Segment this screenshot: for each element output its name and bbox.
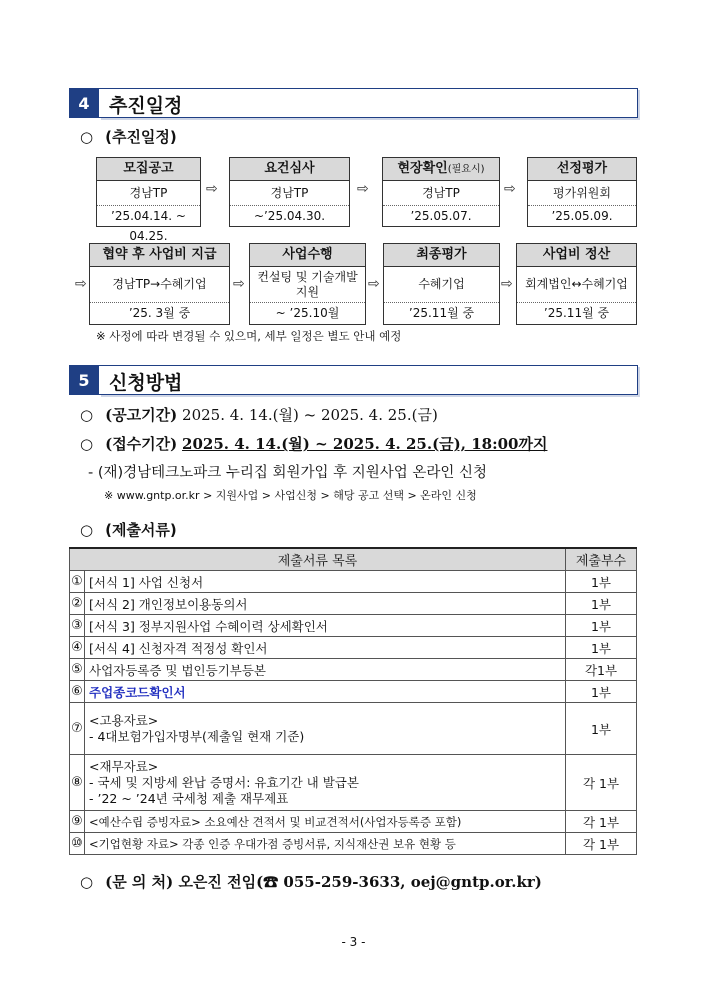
stage-settlement: [516, 243, 637, 325]
receipt-value: 2025. 4. 14.(월) ~ 2025. 4. 25.(금), 18:00까지: [182, 435, 548, 453]
row-doc: [서식 2] 개인정보이용동의서: [85, 593, 566, 615]
announce-value: 2025. 4. 14.(월) ~ 2025. 4. 25.(금): [182, 406, 438, 424]
stage-date: ~’25.04.30.: [253, 209, 326, 223]
documents-table: [69, 547, 637, 855]
arrow-right-icon: ⇨: [233, 276, 245, 292]
row-doc: [85, 703, 566, 755]
row-doc: [서식 1] 사업 신청서: [85, 571, 566, 593]
table-row: [70, 703, 637, 755]
table-row: [70, 593, 637, 615]
arrow-right-icon: ⇨: [206, 181, 218, 197]
section-number: 4: [69, 88, 99, 118]
arrow-right-icon: ⇨: [357, 181, 369, 197]
stage-title: 모집공고: [97, 158, 200, 181]
row-doc: [서식 4] 신청자격 적정성 확인서: [85, 637, 566, 659]
stage-body: 경남TP→수혜기업: [90, 267, 229, 303]
row-number: ⑩: [70, 833, 85, 855]
stage-title: 최종평가: [384, 244, 499, 267]
row-number: ⑤: [70, 659, 85, 681]
column-header-count: 제출부수: [566, 548, 637, 571]
stage-final-evaluation: [383, 243, 500, 325]
stage-title: 요건심사: [230, 158, 349, 181]
bullet-circle-icon: ○: [80, 521, 94, 539]
row-count: 1부: [566, 637, 637, 659]
schedule-bullet: [80, 126, 177, 147]
row-count: 1부: [566, 593, 637, 615]
contact-info: [80, 871, 542, 892]
row-number: ⑧: [70, 755, 85, 811]
row-count: 1부: [566, 615, 637, 637]
announce-period: [80, 404, 438, 425]
row-number: ③: [70, 615, 85, 637]
table-row: [70, 615, 637, 637]
row-count: 각 1부: [566, 755, 637, 811]
row-doc: <기업현황 자료> 각종 인증 우대가점 증빙서류, 지식재산권 보유 현황 등: [85, 833, 566, 855]
stage-title: 사업비 정산: [517, 244, 636, 267]
receipt-label: (접수기간): [105, 435, 178, 453]
row-number: ④: [70, 637, 85, 659]
stage-date: ’25.05.09.: [551, 209, 613, 223]
contact-label: (문 의 처): [105, 873, 174, 891]
stage-site-visit: [382, 157, 500, 227]
bullet-circle-icon: ○: [80, 435, 94, 453]
stage-agreement: [89, 243, 230, 325]
section-header: [99, 88, 638, 118]
stage-title-text: 현장확인: [397, 161, 448, 176]
doc-line: - 국세 및 지방세 완납 증명서: 유효기간 내 발급본: [89, 774, 359, 790]
apply-path: ※ www.gntp.or.kr > 지원사업 > 사업신청 > 해당 공고 선택 > 온라인 신청: [104, 489, 477, 502]
row-count: 1부: [566, 703, 637, 755]
stage-body: 컨설팅 및 기술개발 지원: [250, 267, 365, 303]
arrow-right-icon: ⇨: [75, 276, 87, 292]
docs-bullet: [80, 519, 177, 540]
stage-body: 회계법인↔수혜기업: [517, 267, 636, 303]
table-header-row: [70, 548, 637, 571]
row-number: ⑥: [70, 681, 85, 703]
row-count: 1부: [566, 681, 637, 703]
section-title: 추진일정: [109, 95, 183, 117]
row-count: 1부: [566, 571, 637, 593]
row-doc-highlighted: 주업종코드확인서: [85, 681, 566, 703]
bullet-circle-icon: ○: [80, 406, 94, 424]
stage-title: 사업수행: [250, 244, 365, 267]
row-number: ⑦: [70, 703, 85, 755]
row-doc: <예산수립 증빙자료> 소요예산 견적서 및 비교견적서(사업자등록증 포함): [85, 811, 566, 833]
stage-title: 협약 후 사업비 지급: [90, 244, 229, 267]
row-doc: [서식 3] 정부지원사업 수혜이력 상세확인서: [85, 615, 566, 637]
section-number: 5: [69, 365, 99, 395]
stage-review: [229, 157, 350, 227]
stage-evaluation: [527, 157, 637, 227]
contact-value: 오은진 전임(☎ 055-259-3633, oej@gntp.or.kr): [178, 873, 542, 891]
table-row: [70, 833, 637, 855]
stage-date: ’25. 3월 중: [128, 306, 191, 320]
row-number: ⑨: [70, 811, 85, 833]
schedule-label: (추진일정): [105, 128, 177, 146]
stage-date: ’25.11월 중: [408, 306, 475, 320]
stage-body: 경남TP: [383, 181, 499, 206]
apply-instructions: - (재)경남테크노파크 누리집 회원가입 후 지원사업 온라인 신청: [88, 465, 487, 481]
section-title: 신청방법: [109, 372, 183, 394]
row-count: 각 1부: [566, 833, 637, 855]
column-header-docs: 제출서류 목록: [70, 548, 566, 571]
arrow-right-icon: ⇨: [368, 276, 380, 292]
stage-body: 평가위원회: [528, 181, 636, 206]
row-count: 각 1부: [566, 811, 637, 833]
stage-date: ’25.11월 중: [543, 306, 610, 320]
table-row: [70, 571, 637, 593]
table-row: [70, 659, 637, 681]
table-row: [70, 755, 637, 811]
page-number: - 3 -: [341, 935, 366, 949]
stage-title: 선정평가: [528, 158, 636, 181]
stage-body: 경남TP: [230, 181, 349, 206]
doc-line: - ’22 ~ ’24년 국세청 제출 재무제표: [89, 790, 289, 806]
bullet-circle-icon: ○: [80, 873, 94, 891]
stage-execution: [249, 243, 366, 325]
stage-body: 경남TP: [97, 181, 200, 206]
stage-date: ~ ’25.10월: [275, 306, 340, 320]
stage-title: [383, 158, 499, 181]
stage-date: ’25.04.14. ~ 04.25.: [111, 209, 186, 243]
receipt-period: [80, 433, 547, 454]
doc-line: <재무자료>: [89, 758, 159, 774]
doc-line: <고용자료>: [89, 712, 159, 728]
row-count: 각1부: [566, 659, 637, 681]
table-row: [70, 811, 637, 833]
row-doc: 사업자등록증 및 법인등기부등본: [85, 659, 566, 681]
bullet-circle-icon: ○: [80, 128, 94, 146]
stage-body: 수혜기업: [384, 267, 499, 303]
arrow-right-icon: ⇨: [501, 276, 513, 292]
row-doc: [85, 755, 566, 811]
docs-label: (제출서류): [105, 521, 177, 539]
table-row: [70, 637, 637, 659]
table-row: [70, 681, 637, 703]
stage-recruit: [96, 157, 201, 243]
row-number: ①: [70, 571, 85, 593]
doc-line: - 4대보험가입자명부(제출일 현재 기준): [89, 728, 305, 744]
section-header: [99, 365, 638, 395]
row-number: ②: [70, 593, 85, 615]
stage-title-note: (필요시): [447, 164, 485, 175]
stage-date: ’25.05.07.: [410, 209, 472, 223]
schedule-note: ※ 사정에 따라 변경될 수 있으며, 세부 일정은 별도 안내 예정: [96, 329, 402, 343]
announce-label: (공고기간): [105, 406, 178, 424]
arrow-right-icon: ⇨: [504, 181, 516, 197]
